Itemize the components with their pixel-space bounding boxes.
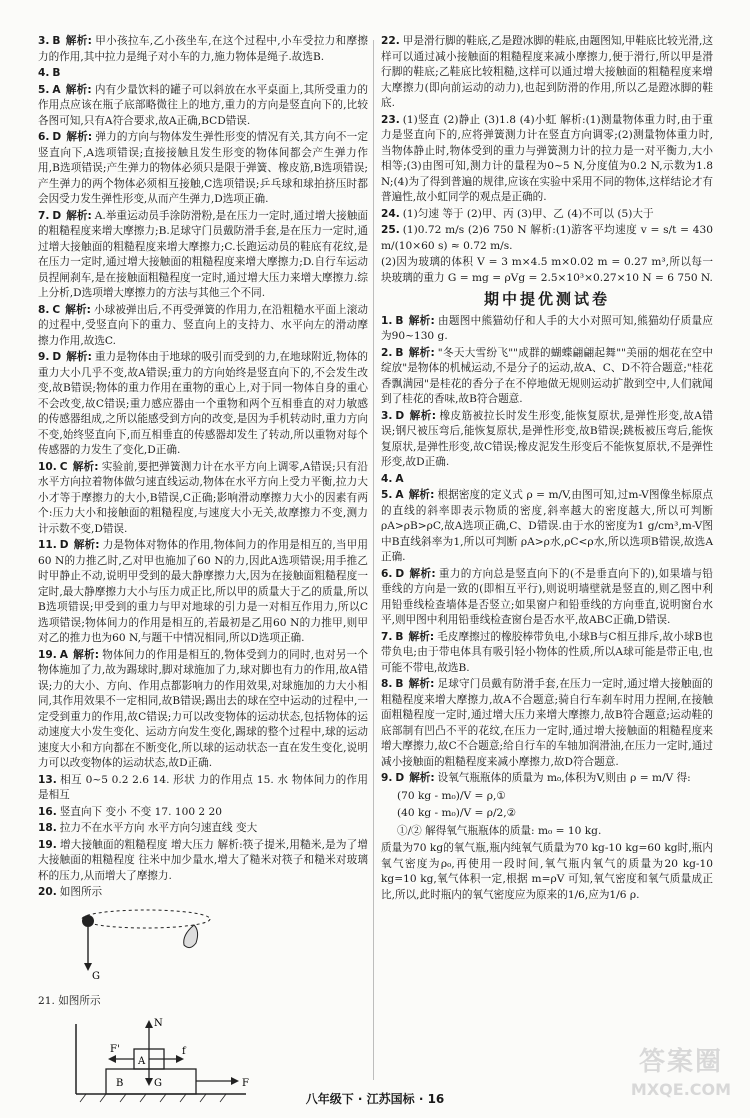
midterm-answer-list — [381, 314, 713, 787]
equation-line: (40 kg - m₀)/V = ρ/2,② — [397, 807, 517, 819]
answer-item — [381, 223, 713, 254]
answer-text: 甲小孩拉车,乙小孩坐车,在这个过程中,小车受拉力和摩擦力的作用,其中拉力是绳子对小车的力,施力物体是绳子.故选B. — [38, 35, 368, 63]
analysis-keyword: 解析: — [408, 630, 435, 643]
figure-20-diagram — [66, 905, 216, 985]
question-number: 19. — [38, 838, 57, 851]
question-number: 4. — [38, 67, 50, 79]
answer-letter: D — [395, 567, 405, 580]
answer-text: 由题图中熊猫幼仔和人手的大小对照可知,熊猫幼仔质量应为90~130 g. — [381, 314, 713, 342]
analysis-keyword: 解析: — [73, 539, 100, 551]
question-number: 9. — [381, 772, 393, 784]
answer-text: 实验前,要把弹簧测力计在水平方向上调零,A错误;只有沿水平方向拉着物体做匀速直线运动,物体在水平方向上受力平衡,拉力大小才等于摩擦力的大小,B错误,C正确;影响滑动摩擦力大小的因素有两个:压力大小和接触面的粗糙程度,与速度大小无关,故摩擦力不变,测力计示数不变,D错误. — [38, 460, 368, 535]
answer-item — [381, 314, 713, 345]
answer-item — [381, 207, 713, 223]
question-number: 18. — [38, 822, 57, 834]
answer-item — [38, 209, 368, 302]
answer-text: 相互 0~5 0.2 2.6 14. 形状 力的作用点 15. 水 物体间力的作用是相互 — [38, 773, 368, 801]
analysis-keyword: 解析: — [72, 460, 99, 473]
answer-letter: D — [59, 539, 69, 551]
analysis-keyword: 解析: — [66, 131, 93, 143]
answer-text: 毛皮摩擦过的橡胶棒带负电,小球B与C相互排斥,故小球B也带负电;由于带电体具有吸引轻小物体的性质,所以A球可能是带正电,也可能不带电,故选B. — [381, 630, 713, 674]
fig20-g-label: G — [92, 970, 100, 982]
left-answer-list — [38, 34, 368, 772]
answer-letter: B — [395, 678, 404, 690]
answer-item — [38, 66, 368, 82]
fig21-n-label: N — [154, 1017, 163, 1029]
answer-text: (1)匀速 等于 (2)甲、丙 (3)甲、乙 (4)不可以 (5)大于 — [402, 207, 654, 220]
analysis-keyword: 解析: — [72, 648, 99, 661]
answer-text: 如图所示 — [59, 886, 103, 898]
figure-20 — [66, 905, 368, 991]
answer-item — [381, 34, 713, 112]
answer-item — [381, 771, 713, 787]
answer-text: 重力是物体由于地球的吸引而受到的力,在地球附近,物体的重力大小几乎不变,故A错误;重力的方向始终是竖直向下的,不会发生改变,故B错误;物体的重力作用在重物的重心上,对于同一物体自身的重心不会改变,故C错误;重力感应器由一个重物和两个互相垂直的对力敏感的传感器组成,之所以能感受到方向的改变,是因为手机转动时,重力方向不变,始终竖直向下,而互相垂直的传感器却发生了转动,所以重物对每个传感器的力发生了变化,D正确. — [38, 351, 368, 456]
question-number: 19. — [38, 648, 57, 661]
equation-line: ①/② 解得氧气瓶瓶体的质量: m₀ = 10 kg. — [397, 824, 602, 837]
analysis-keyword: 解析: — [66, 351, 92, 363]
answer-text: 橡皮筋被拉长时发生形变,能恢复原状,是弹性形变,故A错误;钢尺被压弯后,能恢复原状,是弹性形变,故B错误;跳板被压弯后,能恢复原状,是弹性形变,故C错误;橡皮泥发生形变后不能恢复原状,不是弹性形变,故D正确. — [381, 409, 713, 468]
answer-text: 物体间力的作用是相互的,物体受到力的同时,也对另一个物体施加了力,故为踢球时,脚对球施加了力,球对脚也有力的作用,故A错误;力的大小、方向、作用点都影响力的作用效果,对球施加的力大小相同,其作用效果不一定相同,故B错误;踢出去的球在空中运动的过程中,一定受到重力的作用,故C错误;力可以改变物体的运动状态,包括物体的运动速度大小发生变化、运动方向发生变化,踢球的整个过程中,球的运动速度大小和方向都在不断变化,所以球的运动状态一直在发生变化,说明力可以改变物体的运动状态,故D正确. — [38, 648, 368, 769]
answer-item — [38, 34, 368, 65]
answer-text: A.举重运动员手涂防滑粉,是在压力一定时,通过增大接触面的粗糙程度来增大摩擦力;B.足球守门员戴防滑手套,是在压力一定时,通过增大接触面的粗糙程度来增大摩擦力;C.长跑运动员的鞋底有花纹,是在压力一定时,通过增大接触面的粗糙程度来增大摩擦力;D.自行车运动员捏闸刹车,是在接触面粗糙程度一定时,通过增大压力来增大摩擦力.综上分析,D选项增大摩擦力的方法与其他三个不同. — [38, 209, 368, 299]
answer-text: 设氧气瓶瓶体的质量为 m₀,体积为V,则由 ρ = m/V 得: — [437, 772, 691, 784]
answer-letter: B — [52, 67, 61, 79]
analysis-keyword: 解析: — [408, 314, 435, 327]
answer-text: 力是物体对物体的作用,物体间力的作用是相互的,当甲用60 N的力推乙时,乙对甲也施加了60 N的力,因此A选项错误;用手推乙时甲静止不动,说明甲受到的最大静摩擦力大,因为在接触面粗糙程度一定时,最大静摩擦力大小与压力成正比,所以甲的质量大于乙的质量,所以B选项错误;甲受到的重力与甲对地球的引力是一对相互作用力,所以C选项错误;物体间力的作用是相互的,若最初是乙用60 N的力推甲,则甲对乙的推力也为60 N,与题干中情况相同,所以D选项正确. — [38, 539, 368, 644]
answer-item — [38, 460, 368, 538]
page-footer: 八年级下 · 江苏国标 · 16 — [305, 1092, 445, 1106]
answer-text: 足球守门员戴有防滑手套,在压力一定时,通过增大接触面的粗糙程度来增大摩擦力,故A不合题意;骑自行车刹车时用力捏闸,在接触面粗糙程度一定时,通过增大压力来增大摩擦力,故B符合题意;运动鞋的底部制有凹凸不平的花纹,在压力一定时,通过增大接触面的粗糙程度来增大摩擦力,故C不合题意;给自行车的车轴加润滑油,在压力一定时,通过减小接触面的粗糙程度来减小摩擦力,故D符合题意. — [381, 678, 713, 768]
equations — [381, 789, 713, 840]
question-number: 5. — [381, 489, 393, 501]
answer-text: 增大接触面的粗糙程度 增大压力 解析:筷子提米,用糙米,是为了增大接触面的粗糙程度 往米中加少量水,增大了糙米对筷子和糙米对玻璃杯的压力,从而增大了摩擦力. — [38, 838, 368, 882]
answer-letter: D — [52, 351, 62, 363]
answer-letter: D — [395, 772, 405, 784]
answer-letter: C — [59, 460, 68, 473]
question-number: 7. — [38, 209, 50, 222]
answer-text: 甲是滑行脚的鞋底,乙是蹬冰脚的鞋底,由题图知,甲鞋底比较光滑,这样可以通过减小接触面的粗糙程度来减小摩擦力,便于滑行,所以甲是滑行脚的鞋底;乙鞋底比较粗糙,这样可以通过增大接触面的粗糙程度来增大摩擦力(即向前运动的动力),也起到防滑的作用,所以乙是蹬冰脚的鞋底. — [381, 35, 713, 109]
final-explanation: 质量为70 kg的氧气瓶,瓶内纯氧气质量为70 kg-10 kg=60 kg时,瓶内氧气密度为ρ₀,再使用一段时间,氧气瓶内氧气的质量为20 kg-10 kg=10 kg,氧气体积一定,根据 m=ρV 可知,氧气密度和氧气质量成正比,所以,此时瓶内的氧气密度应为原来的1/6,应为1/6 ρ. — [381, 842, 713, 901]
answer-item — [381, 567, 713, 629]
answer-letter: A — [395, 472, 404, 485]
fig21-b-label: B — [116, 1077, 124, 1089]
right-column — [381, 34, 713, 904]
answer-letter: A — [59, 648, 68, 661]
answer-item — [381, 346, 713, 408]
fig21-g-label: G — [154, 1077, 162, 1089]
question-number: 4. — [381, 472, 393, 485]
answer-item — [38, 821, 368, 837]
answer-text: 根据密度的定义式 ρ = m/V,由图可知,过m-V图像坐标原点的直线的斜率即表示物质的密度,斜率越大的密度越大,所以可判断 ρA>ρB>ρC,故A选项正确,C、D错误.由于水的密度为1 g/cm³,m-V图中B直线斜率为1,所以可判断 ρA>ρ水,ρC<ρ水,所以选项B错误,故选A正确. — [381, 489, 713, 563]
column-divider — [373, 40, 374, 1080]
question-number: 22. — [381, 35, 400, 47]
answer-item — [38, 805, 368, 821]
question-number: 5. — [38, 83, 50, 96]
question-number: 2. — [381, 346, 393, 359]
answer-item — [38, 773, 368, 804]
question-number: 3. — [381, 409, 393, 422]
fig21-label: 21. 如图所示 — [38, 995, 101, 1007]
question-number: 20. — [38, 886, 57, 898]
answer-text: 内有少量饮料的罐子可以斜放在水平桌面上,其所受重力的作用点应该在瓶子底部略微往上的地方,重力的方向是竖直向下的,比较各图可知,只有A符合要求,故A正确,BCD错误. — [38, 83, 368, 127]
analysis-keyword: 解析: — [66, 209, 92, 222]
answer-item — [381, 409, 713, 471]
answer-item — [38, 350, 368, 459]
question-number: 11. — [38, 539, 57, 551]
equation-line: (70 kg - m₀)/V = ρ,① — [397, 789, 506, 802]
question-number: 8. — [381, 678, 393, 690]
answer-text: 拉力不在水平方向 水平方向匀速直线 变大 — [59, 822, 258, 834]
question-number: 23. — [381, 113, 400, 126]
analysis-keyword: 解析: — [408, 678, 435, 690]
answer-item — [381, 488, 713, 566]
question-number: 10. — [38, 460, 57, 473]
question-number: 24. — [381, 207, 400, 220]
answer-item — [381, 113, 713, 206]
question-number: 1. — [381, 314, 393, 327]
answer-letter: B — [52, 35, 61, 47]
answer-letter: B — [395, 346, 404, 359]
answer-text: "冬天大雪纷飞""成群的蝴蝶翩翩起舞""美丽的烟花在空中绽放"是物体的机械运动,不是分子的运动,故A、C、D不符合题意;"桂花香飘满园"是桂花的香分子在不停地做无规则运动扩散到空中,人们就闻到了桂花的香味,故B符合题意. — [381, 346, 713, 405]
answer-letter: D — [52, 209, 62, 222]
answer-text: 弹力的方向与物体发生弹性形变的情况有关,其方向不一定竖直向下,A选项错误;直接接触且发生形变的物体间都会产生弹力作用,B选项错误;产生弹力的物体必须只是限于弹簧、橡皮筋,B选项错误;产生弹力的两个物体必须相互接触,C选项错误;乒乓球和球拍挤压时都会因受力发生弹性形变,从而产生弹力,D选项正确. — [38, 131, 368, 205]
answer-item — [381, 472, 713, 488]
left-column — [38, 34, 368, 1118]
answer-text: 重力的方向总是竖直向下的(不是垂直向下的),如果墙与铅垂线的方向是一致的(即相互平行),则说明墙壁就是竖直的,则乙图中利用铅垂线检查墙体是否竖立;如果窗户和铅垂线的方向垂直,说明窗台水平,则甲图中利用铅垂线检查窗台是否水平,故ABC正确,D错误. — [381, 567, 713, 626]
answer-item — [38, 130, 368, 208]
answer-item — [38, 83, 368, 130]
watermark-logo: 答案圈 — [638, 1047, 723, 1077]
left-fill-list — [38, 773, 368, 901]
analysis-keyword: 解析: — [65, 83, 92, 96]
right-answer-list — [381, 34, 713, 286]
question-number: 13. — [38, 773, 57, 786]
analysis-keyword: 解析: — [65, 35, 92, 47]
question-number: 8. — [38, 303, 50, 316]
answer-text: 竖直向下 变小 不变 17. 100 2 20 — [59, 805, 223, 818]
answer-item — [38, 648, 368, 772]
question-number: 6. — [381, 567, 393, 580]
answer-letter: A — [52, 83, 61, 96]
answer-text: (1)竖直 (2)静止 (3)1.8 (4)小虹 解析:(1)测量物体重力时,由于重力是竖直向下的,应将弹簧测力计在竖直方向调零;(2)测量物体重力时,当物体静止时,物体受到的重力与弹簧测力计的拉力是一对平衡力,大小相等;(3)由图可知,测力计的量程为0~5 N,分度值为0.2 N,示数为1.8 N;(4)为了得到普遍的规律,应该在实验中采用不同的物体,这样结论才有普遍性,故小虹同学的观点是正确的. — [381, 113, 713, 203]
hand-icon — [184, 925, 198, 948]
fig21-a-label: A — [138, 1055, 146, 1067]
analysis-keyword: 解析: — [65, 303, 91, 316]
watermark-url: MXQE.COM — [630, 1080, 732, 1099]
analysis-keyword: 解析: — [409, 409, 437, 422]
question-number: 6. — [38, 131, 50, 143]
fig21-f-prime-label: F' — [110, 1043, 120, 1055]
fig21-big-f-label: F — [242, 1077, 249, 1089]
answer-text: (1)0.72 m/s (2)6 750 N 解析:(1)游客平均速度 v = s/t = 430 m/(10×60 s) ≈ 0.72 m/s. — [381, 224, 713, 252]
analysis-keyword: 解析: — [409, 567, 436, 580]
answer-letter: B — [395, 314, 404, 327]
answer-item — [381, 630, 713, 677]
ball-icon — [82, 915, 94, 927]
question-number: 9. — [38, 351, 50, 363]
analysis-keyword: 解析: — [408, 346, 435, 359]
answer-text: 小球被弹出后,不再受弹簧的作用力,在沿粗糙水平面上滚动的过程中,受竖直向下的重力、竖直向上的支持力、水平向左的滑动摩擦力作用,故选C. — [38, 303, 368, 347]
analysis-keyword: 解析: — [408, 489, 435, 501]
section-title: 期中提优测试卷 — [483, 290, 610, 308]
question-number: 25. — [381, 224, 400, 236]
answer-letter: B — [395, 630, 404, 643]
answer-item — [381, 677, 713, 770]
answer-item — [381, 255, 713, 286]
answer-letter: A — [395, 489, 404, 501]
analysis-keyword: 解析: — [409, 772, 435, 784]
question-number: 3. — [38, 35, 50, 47]
answer-letter: D — [52, 131, 62, 143]
answer-letter: C — [52, 303, 61, 316]
question-number: 16. — [38, 805, 57, 818]
answer-item — [38, 303, 368, 350]
answer-item — [38, 885, 368, 901]
question-number: 7. — [381, 630, 393, 643]
answer-text: (2)因为玻璃的体积 V = 3 m×4.5 m×0.02 m = 0.27 m³,所以每一块玻璃的重力 G = mg = ρVg = 2.5×10³×0.27×10 N = 6 750 N. — [381, 256, 713, 284]
watermark — [616, 1048, 746, 1108]
answer-item — [38, 838, 368, 885]
answer-item — [38, 538, 368, 647]
fig21-f-label: f — [182, 1045, 186, 1057]
answer-letter: D — [395, 409, 405, 422]
